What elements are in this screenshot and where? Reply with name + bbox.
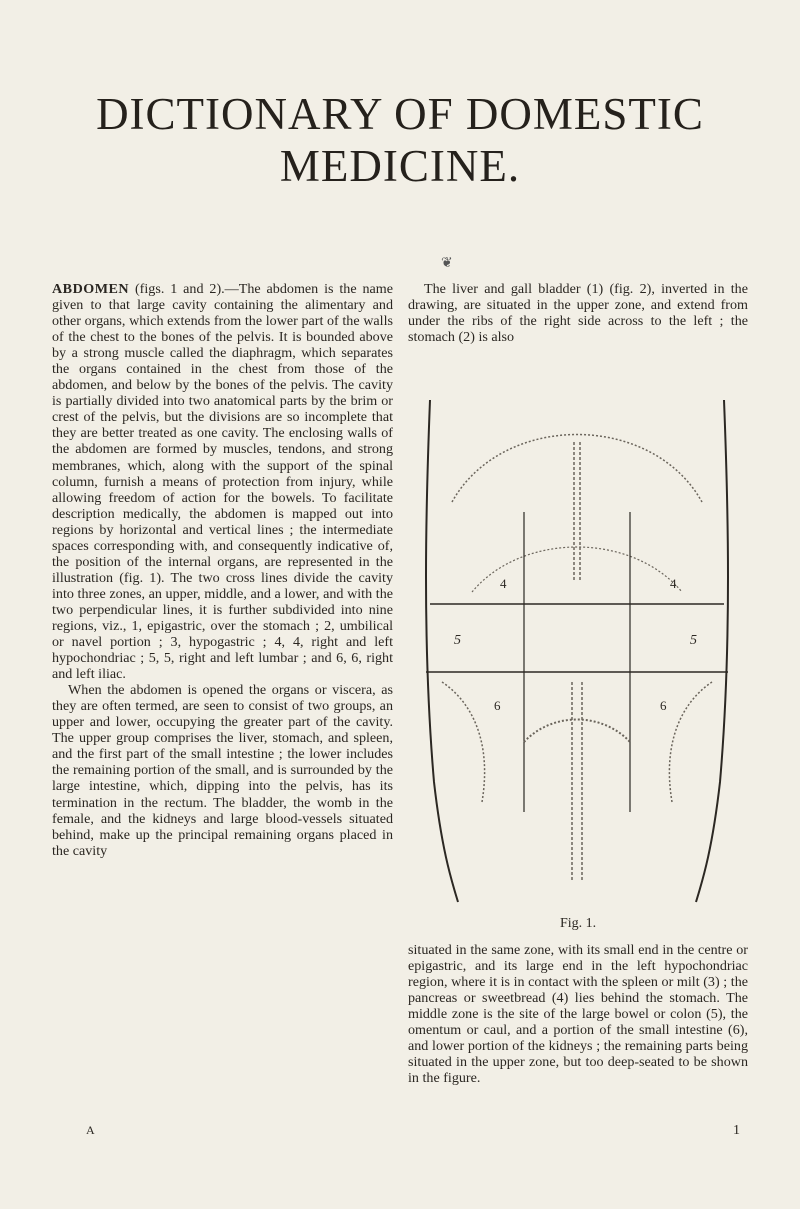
right-column-bottom (408, 942, 748, 1086)
region-label-6-right: 6 (660, 698, 667, 713)
page-number: 1 (733, 1123, 740, 1138)
abdominal-regions-figure (412, 382, 742, 912)
figure-caption: Fig. 1. (560, 916, 597, 931)
region-label-4-right: 4 (670, 576, 677, 591)
page-title: DICTIONARY OF DOMESTIC MEDICINE. (96, 89, 704, 191)
right-column-top (408, 281, 748, 345)
abdomen-paragraph (52, 281, 393, 682)
region-label-5-right: 5 (690, 633, 697, 648)
sternum (574, 442, 580, 582)
viscera-paragraph: When the abdomen is opened the organs or viscera, as they are often termed, are seen to consist of two groups, an upper and lower, occupying the greater part of the cavity. The upper group comprises the liver, stomach, and spleen, and the first part of the small intestine ; the lower includes the remaining portion of the small, and is surrounded by the large intestine, which, dipping into the pelvis, has its termination in the rectum. The bladder, the womb in the female, and the kidneys and large blood-vessels situated behind, make up the principal remaining organs placed in the cavity (52, 682, 393, 859)
ornament-mark: ❦ (441, 256, 453, 271)
pelvis-brim (524, 720, 630, 743)
stomach-paragraph: situated in the same zone, with its small end in the centre or epigastric, and its large end in the left hypochondriac region, where it is in contact with the spleen or milt (3) ; the pancreas or sweetbread (4) lies behind the stomach. The middle zone is the site of the large bowel or colon (5), the omentum or caul, and a portion of the small intestine (6), and lower portion of the kidneys ; the remaining parts being situated in the upper zone, but too deep-seated to be shown in the figure. (408, 942, 748, 1087)
printer-signature: A (86, 1123, 95, 1137)
spine (572, 682, 582, 882)
region-label-5-left: 5 (454, 633, 461, 648)
region-label-4-left: 4 (500, 576, 507, 591)
pelvis-curve-left (442, 682, 485, 802)
left-column (52, 281, 393, 859)
figure-outline-left (426, 400, 458, 902)
abdomen-paragraph-text: (figs. 1 and 2).—The abdomen is the name given to that large cavity containing the alimentary and other organs, which extends from the lower part of the walls of the chest to the bones of the pelvis. It is bounded above by a strong muscle called the diaphragm, which separates the organs contained in the chest from those of the abdomen, and below by the bones of the pelvis. The cavity is partially divided into two anatomical parts by the brim or crest of the pelvis, but the divisions are so incomplete that they are better treated as one cavity. The enclosing walls of the abdomen are formed by muscles, tendons, and strong membranes, which, along with the support of the spinal column, furnish a means of protection from injury, while allowing freedom of action for the bowels. To facilitate description medically, the abdomen is mapped out into regions by horizontal and vertical lines ; the intermediate spaces corresponding with, and consequently indicative of, the position of the internal organs, are represented in the illustration (fig. 1). The two cross lines divide the cavity into three zones, an upper, middle, and a lower, and with the two perpendicular lines, it is further subdivided into nine regions, viz., 1, epigastric, over the stomach ; 2, umbilical or navel portion ; 3, hypogastric ; 4, 4, right and left hypochondriac ; 5, 5, right and left lumbar ; and 6, 6, right and left iliac. (52, 281, 393, 683)
figure-outline-right (696, 400, 728, 902)
rib-arch (452, 435, 702, 503)
entry-heading: ABDOMEN (52, 281, 130, 297)
pelvis-curve-right (669, 682, 712, 802)
region-label-6-left: 6 (494, 698, 501, 713)
liver-paragraph: The liver and gall bladder (1) (fig. 2), inverted in the drawing, are situated in the upper zone, and extend from under the ribs of the right side across to the left ; the stomach (2) is also (408, 281, 748, 346)
